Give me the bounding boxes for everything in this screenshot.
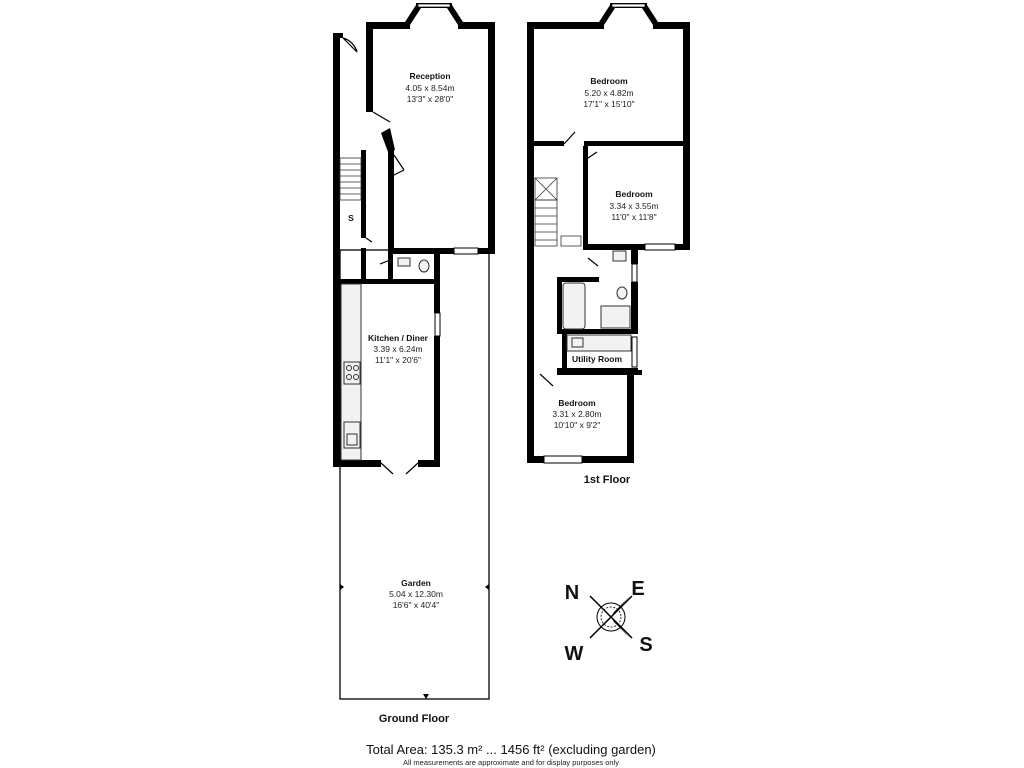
gf-reception-left-wall — [366, 22, 373, 112]
garden-arrow-right — [485, 584, 489, 590]
gf-left-wall — [333, 33, 340, 466]
store-label: S — [348, 213, 354, 223]
gf-reception-bottom-wall-right — [478, 248, 495, 254]
ground-floor-plan — [333, 3, 495, 725]
ff-bedroom1-door — [564, 132, 575, 144]
bedroom2-name: Bedroom — [615, 189, 653, 199]
ff-bottom-wall — [527, 456, 544, 463]
gf-wc-right-wall — [434, 254, 440, 284]
gf-hall-door — [366, 238, 372, 242]
ff-bedroom2-bottom-wall-right — [675, 244, 690, 250]
bedroom3-metric: 3.31 x 2.80m — [552, 409, 602, 419]
gf-bay-window — [418, 4, 450, 7]
reception-metric: 4.05 x 8.54m — [405, 83, 455, 93]
gf-reception-bottom-wall — [388, 248, 454, 254]
garden-name: Garden — [401, 578, 431, 588]
bedroom3-name: Bedroom — [558, 398, 596, 408]
bedroom3-imperial: 10'10" x 9'2" — [553, 420, 601, 430]
bedroom1-imperial: 17'1" x 15'10" — [583, 99, 635, 109]
ff-bathtub — [563, 283, 585, 329]
gf-wc-toilet — [419, 260, 429, 272]
garden-arrow-left — [340, 584, 344, 590]
first-floor-plan — [527, 3, 690, 486]
gf-kitchen-right-wall — [434, 283, 440, 313]
garden-metric: 5.04 x 12.30m — [389, 589, 443, 599]
gf-kitchen-window — [435, 313, 440, 336]
ff-bath-window — [632, 264, 637, 282]
ff-utility-sink — [572, 338, 583, 347]
ff-bedroom3-right-wall — [627, 370, 634, 462]
gf-kitchen-door-swing — [381, 463, 418, 474]
ff-bath-bottom-wall — [557, 329, 638, 334]
bedroom2-metric: 3.34 x 3.55m — [609, 201, 659, 211]
ff-shower — [601, 306, 630, 328]
gf-reception-door-swing — [373, 112, 390, 122]
gf-wc-basin — [398, 258, 410, 266]
gf-kitchen-top-wall — [333, 279, 440, 284]
ff-stairs — [535, 178, 581, 246]
kitchen-metric: 3.39 x 6.24m — [373, 344, 423, 354]
gf-front-door-wall — [333, 33, 343, 38]
gf-wc-left-wall — [388, 254, 393, 280]
utility-room-name: Utility Room — [571, 354, 623, 364]
ff-bottom-window — [544, 456, 582, 463]
ff-bedroom1-bottom-wall-right — [584, 141, 690, 146]
kitchen-name: Kitchen / Diner — [368, 333, 428, 343]
ff-bath-right-wall-lower — [631, 282, 638, 333]
reception-imperial: 13'3" x 28'0" — [406, 94, 454, 104]
bedroom2-imperial: 11'0" x 11'8" — [611, 212, 657, 222]
ff-bath-door — [588, 258, 598, 266]
ff-bay-window — [612, 4, 645, 7]
disclaimer-text: All measurements are approximate and for display purposes only — [403, 758, 619, 767]
ff-bedroom2-left-wall — [583, 146, 588, 250]
compass-n: N — [564, 582, 580, 604]
ff-basin — [613, 251, 626, 261]
gf-reception-rear-window — [454, 248, 478, 254]
gf-kitchen-right-wall-lower — [434, 336, 440, 467]
compass-e: E — [631, 578, 645, 600]
ground-floor-label: Ground Floor — [378, 713, 450, 725]
ff-left-wall — [527, 22, 534, 462]
ff-bottom-wall-right — [582, 456, 634, 463]
reception-name: Reception — [409, 71, 451, 81]
ff-bath-top-wall — [557, 277, 599, 282]
ff-bedroom1-bottom-wall — [534, 141, 564, 146]
gf-hall-divider-lower — [361, 248, 366, 280]
gf-front-door-swing — [343, 38, 357, 52]
kitchen-imperial: 11'1" x 20'6" — [375, 355, 421, 365]
gf-reception-right-wall — [488, 22, 495, 254]
first-floor-label: 1st Floor — [583, 474, 631, 486]
ff-utility-left-wall — [562, 334, 567, 370]
gf-hall-divider — [361, 150, 366, 238]
ff-utility-window — [632, 337, 637, 367]
ff-top-left-wall — [527, 22, 604, 29]
gf-kitchen-bottom-wall — [333, 460, 381, 467]
gf-hob-icon — [344, 362, 360, 384]
gf-reception-inner-wall — [388, 150, 394, 254]
ff-bedroom2-bottom-wall — [583, 244, 645, 250]
ff-bedroom2-window — [645, 244, 675, 250]
garden-arrow — [423, 694, 429, 699]
compass-s: S — [639, 634, 653, 656]
ff-bath-left-wall — [557, 277, 562, 333]
ff-bedroom3-door — [540, 374, 553, 386]
bedroom1-name: Bedroom — [590, 76, 628, 86]
gf-stairs — [340, 158, 361, 200]
ff-bath-right-wall — [631, 250, 638, 264]
compass-rose — [565, 578, 653, 665]
bedroom1-metric: 5.20 x 4.82m — [584, 88, 634, 98]
compass-w: W — [564, 643, 584, 665]
total-area-text: Total Area: 135.3 m² ... 1456 ft² (excluding garden) — [366, 742, 656, 757]
garden-imperial: 16'6" x 40'4" — [392, 600, 440, 610]
ff-right-wall-top — [683, 22, 690, 250]
gf-sink-icon — [344, 422, 360, 448]
garden-outline — [340, 250, 489, 699]
ff-toilet — [617, 287, 627, 299]
gf-chimney-breast — [381, 128, 395, 152]
gf-reception-door-swing2 — [394, 155, 404, 175]
